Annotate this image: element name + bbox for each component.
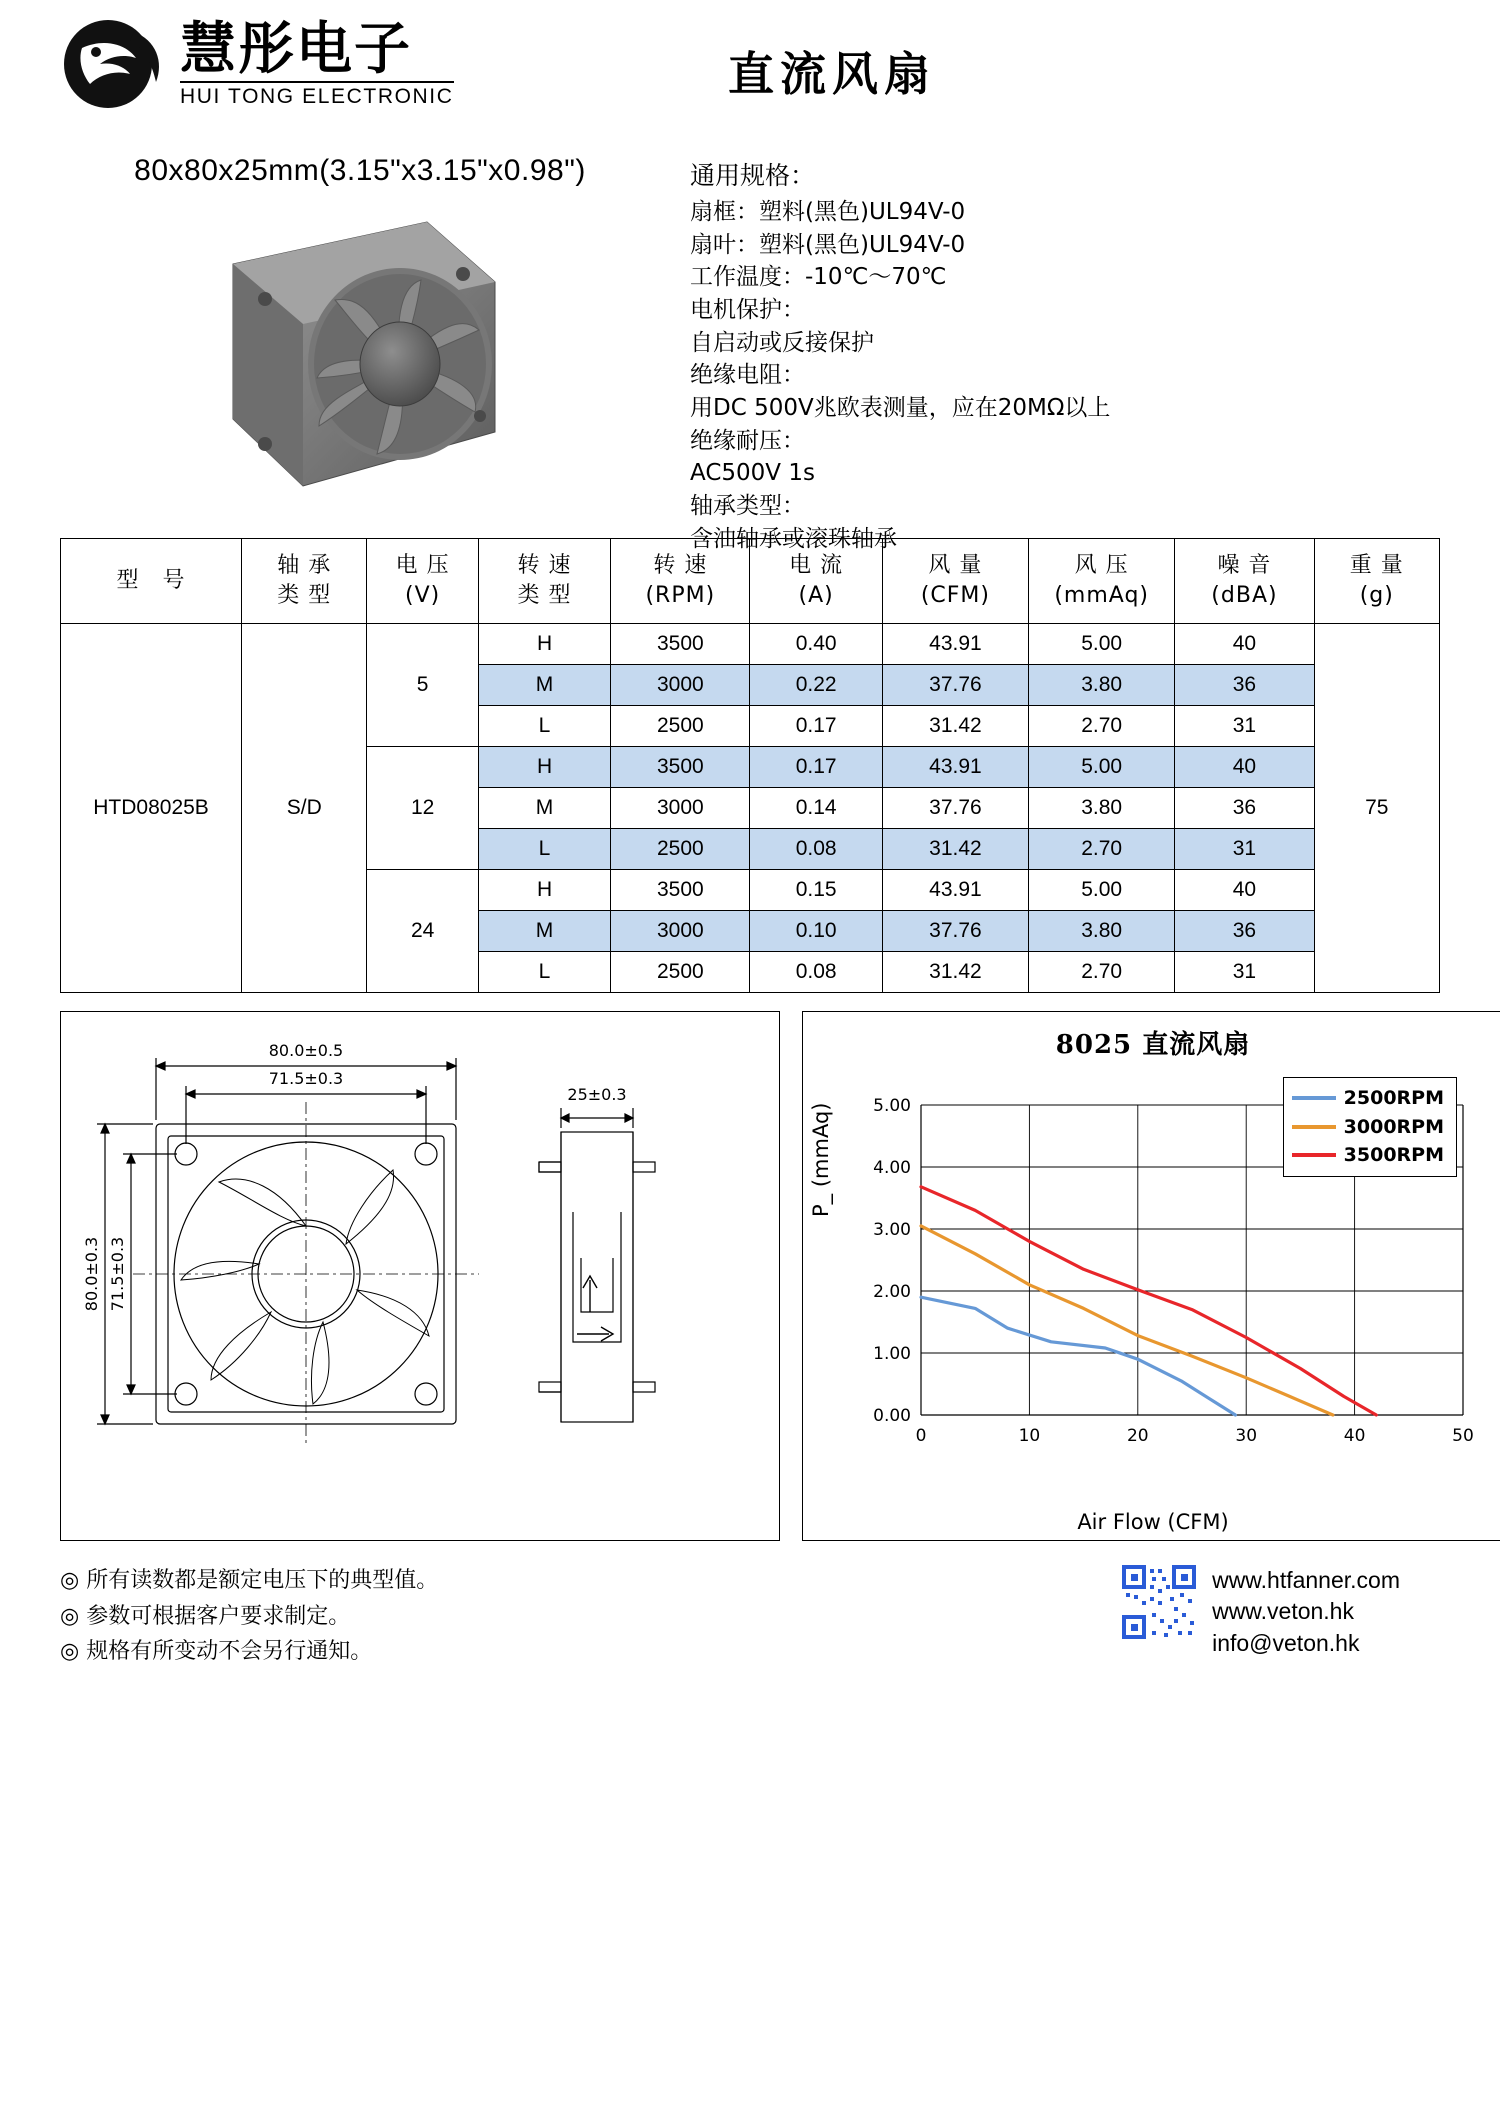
cell-noise: 40: [1175, 747, 1314, 788]
company-logo: [60, 14, 680, 116]
cell-speed-type: L: [478, 829, 610, 870]
cell-speed-type: M: [478, 788, 610, 829]
cell-cfm: 31.42: [882, 706, 1028, 747]
specification-table: [60, 538, 1440, 993]
logo-wordmark: [180, 16, 454, 110]
chart-legend: [1283, 1077, 1457, 1177]
table-row: [61, 624, 1440, 665]
cell-model: HTD08025B: [61, 624, 242, 993]
cell-noise: 36: [1175, 911, 1314, 952]
logo-english-name: HUI TONG ELECTRONIC: [180, 81, 454, 109]
dim-depth: 25±0.3: [567, 1085, 627, 1104]
svg-text:30: 30: [1235, 1426, 1258, 1446]
cell-pressure: 3.80: [1029, 665, 1175, 706]
cell-weight: 75: [1314, 624, 1439, 993]
cell-rpm: 3500: [611, 747, 750, 788]
dim-hole-pitch-v: 71.5±0.3: [108, 1236, 127, 1312]
spec-line: 绝缘电阻：: [690, 362, 805, 389]
cell-rpm: 3500: [611, 870, 750, 911]
cell-cfm: 43.91: [882, 870, 1028, 911]
cell-noise: 31: [1175, 706, 1314, 747]
spec-title: 通用规格：: [690, 161, 816, 190]
svg-text:1.00: 1.00: [873, 1344, 911, 1364]
dimension-drawing-panel: [60, 1011, 780, 1541]
cell-current: 0.22: [750, 665, 882, 706]
cell-noise: 40: [1175, 624, 1314, 665]
cell-voltage-24: 24: [367, 870, 478, 993]
legend-label: 2500RPM: [1343, 1087, 1444, 1109]
cell-pressure: 3.80: [1029, 911, 1175, 952]
svg-text:10: 10: [1018, 1426, 1041, 1446]
spec-line: 含油轴承或滚珠轴承: [690, 525, 897, 552]
spec-line: 扇框：塑料(黑色)UL94V-0: [690, 199, 966, 225]
th-bearing-type: 轴 承 类 型: [242, 539, 367, 624]
cell-current: 0.40: [750, 624, 882, 665]
th-airflow: 风 量 (CFM): [882, 539, 1028, 624]
page-title-text: 直流风扇: [728, 47, 936, 101]
dim-outer-width: 80.0±0.5: [268, 1041, 344, 1060]
cell-current: 0.15: [750, 870, 882, 911]
spec-line: AC500V 1s: [690, 460, 815, 487]
dim-outer-height: 80.0±0.3: [82, 1236, 101, 1312]
cell-current: 0.08: [750, 829, 882, 870]
cell-speed-type: H: [478, 747, 610, 788]
logo-chinese-name: 慧彤电子: [180, 16, 412, 82]
cell-rpm: 3000: [611, 911, 750, 952]
spec-line: 扇叶：塑料(黑色)UL94V-0: [690, 231, 966, 258]
cell-rpm: 2500: [611, 829, 750, 870]
spec-line: 绝缘耐压：: [690, 427, 805, 454]
cell-pressure: 3.80: [1029, 788, 1175, 829]
cell-cfm: 43.91: [882, 747, 1028, 788]
panels-row: [60, 1011, 1474, 1541]
cell-rpm: 3000: [611, 788, 750, 829]
cell-cfm: 43.91: [882, 624, 1028, 665]
note-line: ◎ 参数可根据客户要求制定。: [60, 1603, 351, 1629]
spec-line: 电机保护：: [690, 296, 805, 323]
cell-pressure: 5.00: [1029, 870, 1175, 911]
legend-item: [1292, 1113, 1444, 1142]
cell-cfm: 31.42: [882, 952, 1028, 993]
cell-pressure: 2.70: [1029, 706, 1175, 747]
contact-lines: [1212, 1565, 1400, 1659]
svg-text:0.00: 0.00: [873, 1406, 911, 1426]
cell-noise: 31: [1175, 952, 1314, 993]
fan-photo: [195, 204, 525, 504]
svg-text:0: 0: [915, 1426, 927, 1446]
svg-text:3.00: 3.00: [873, 1220, 911, 1240]
th-noise: 噪 音 (dBA): [1175, 539, 1314, 624]
th-pressure: 风 压 (mmAq): [1029, 539, 1175, 624]
cell-current: 0.08: [750, 952, 882, 993]
spec-line: 用DC 500V兆欧表测量，应在20MΩ以上: [690, 394, 1111, 421]
legend-swatch-3000: [1292, 1125, 1336, 1129]
cell-rpm: 2500: [611, 952, 750, 993]
cell-pressure: 5.00: [1029, 747, 1175, 788]
cell-rpm: 3000: [611, 665, 750, 706]
legend-swatch-3500: [1292, 1153, 1336, 1157]
note-line: ◎ 规格有所变动不会另行通知。: [60, 1639, 373, 1665]
page-title: [680, 14, 1440, 104]
svg-text:20: 20: [1126, 1426, 1149, 1446]
chart-title: 8025 直流风扇: [1055, 1030, 1251, 1060]
cell-speed-type: M: [478, 911, 610, 952]
cell-speed-type: H: [478, 870, 610, 911]
top-section: [60, 148, 1440, 552]
cell-pressure: 2.70: [1029, 952, 1175, 993]
svg-text:2.00: 2.00: [873, 1282, 911, 1302]
footer-notes: [60, 1563, 760, 1670]
svg-text:5.00: 5.00: [873, 1096, 911, 1116]
th-speed-type: 转 速 类 型: [478, 539, 610, 624]
cell-voltage-5: 5: [367, 624, 478, 747]
cell-speed-type: H: [478, 624, 610, 665]
svg-text:4.00: 4.00: [873, 1158, 911, 1178]
cell-speed-type: M: [478, 665, 610, 706]
dim-hole-pitch-h: 71.5±0.3: [268, 1069, 344, 1088]
cell-noise: 31: [1175, 829, 1314, 870]
chart-area: [803, 1067, 1500, 1497]
page-header: [60, 0, 1440, 144]
cell-cfm: 37.76: [882, 788, 1028, 829]
spec-line: 自启动或反接保护: [690, 329, 874, 356]
th-weight: 重 量 (g): [1314, 539, 1439, 624]
spec-line: 轴承类型：: [690, 492, 805, 519]
cell-cfm: 37.76: [882, 665, 1028, 706]
cell-noise: 36: [1175, 788, 1314, 829]
legend-item: [1292, 1141, 1444, 1170]
cell-current: 0.17: [750, 747, 882, 788]
general-specifications: [660, 148, 1440, 552]
legend-item: [1292, 1084, 1444, 1113]
page-footer: [60, 1563, 1440, 1670]
svg-text:50: 50: [1452, 1426, 1474, 1446]
cell-bearing: S/D: [242, 624, 367, 993]
qr-code-icon: [1122, 1565, 1196, 1639]
cell-speed-type: L: [478, 952, 610, 993]
th-speed-rpm: 转 速 (RPM): [611, 539, 750, 624]
product-size-title: 80x80x25mm(3.15"x3.15"x0.98"): [134, 154, 586, 187]
cell-noise: 40: [1175, 870, 1314, 911]
website-veton[interactable]: www.veton.hk: [1212, 1598, 1354, 1625]
cell-voltage-12: 12: [367, 747, 478, 870]
cell-current: 0.14: [750, 788, 882, 829]
footer-contact: [760, 1563, 1440, 1659]
svg-text:40: 40: [1343, 1426, 1366, 1446]
cell-current: 0.17: [750, 706, 882, 747]
cell-cfm: 31.42: [882, 829, 1028, 870]
cell-rpm: 2500: [611, 706, 750, 747]
email-address[interactable]: info@veton.hk: [1212, 1629, 1360, 1656]
dimension-drawing: [61, 1012, 779, 1540]
chart-x-axis-label: Air Flow (CFM): [1077, 1510, 1229, 1534]
performance-chart-panel: [802, 1011, 1500, 1541]
cell-cfm: 37.76: [882, 911, 1028, 952]
note-line: ◎ 所有读数都是额定电压下的典型值。: [60, 1568, 439, 1593]
chart-y-axis-label: P_ (mmAq): [809, 1102, 833, 1217]
website-htfanner[interactable]: www.htfanner.com: [1212, 1567, 1400, 1593]
bird-logo-icon: [60, 14, 170, 116]
product-visual-column: [60, 148, 660, 528]
legend-label: 3000RPM: [1343, 1115, 1444, 1138]
legend-label: 3500RPM: [1343, 1144, 1444, 1166]
th-current: 电 流 (A): [750, 539, 882, 624]
cell-current: 0.10: [750, 911, 882, 952]
cell-rpm: 3500: [611, 624, 750, 665]
cell-speed-type: L: [478, 706, 610, 747]
cell-pressure: 5.00: [1029, 624, 1175, 665]
cell-pressure: 2.70: [1029, 829, 1175, 870]
spec-line: 工作温度：-10℃～70℃: [690, 264, 947, 291]
th-model: 型 号: [61, 539, 242, 624]
legend-swatch-2500: [1292, 1096, 1336, 1100]
th-voltage: 电 压 (V): [367, 539, 478, 624]
cell-noise: 36: [1175, 665, 1314, 706]
